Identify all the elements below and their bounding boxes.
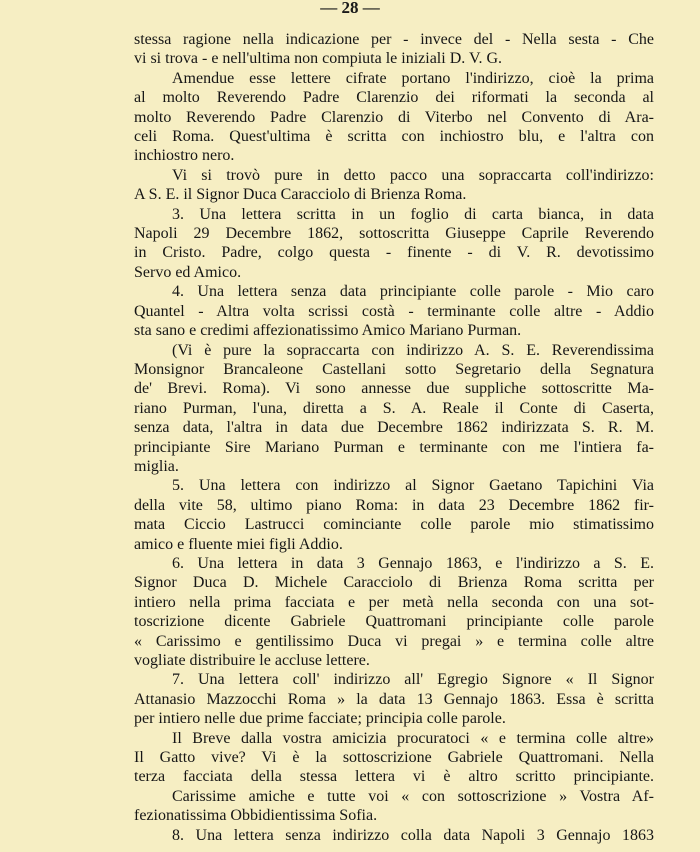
text-line: « Carissimo e gentilissimo Duca vi pregai » e termina colle altre [134, 632, 654, 650]
text-line: inchiostro nero. [134, 147, 235, 165]
text-line: intiero nella prima facciata e per metà nella seconda con una sot- [134, 593, 654, 611]
text-line: terza facciata della stessa lettera vi è altro scritto principiante. [134, 768, 654, 786]
text-line: Vi si trovò pure in detto pacco una sopraccarta coll'indirizzo: [172, 166, 654, 184]
text-line: miglia. [134, 457, 179, 475]
text-line: Amendue esse lettere cifrate portano l'indirizzo, cioè la prima [172, 69, 654, 87]
text-line: Carissime amiche e tutte voi « con sottoscrizione » Vostra Af- [172, 787, 654, 805]
text-line: A S. E. il Signor Duca Caracciolo di Brienza Roma. [134, 186, 467, 204]
text-line: mata Ciccio Lastrucci cominciante colle parole mio stimatissimo [134, 516, 654, 534]
text-line: Attanasio Mazzocchi Roma » la data 13 Gennajo 1863. Essa è scritta [134, 690, 654, 708]
text-line: 6. Una lettera in data 3 Gennajo 1863, e l'indirizzo a S. E. [172, 554, 654, 572]
text-line: 8. Una lettera senza indirizzo colla data Napoli 3 Gennajo 1863 [172, 826, 654, 844]
text-line: principiante Sire Mariano Purman e terminante con me l'intiera fa- [134, 438, 654, 456]
text-line: della vite 58, ultimo piano Roma: in data 23 Decembre 1862 fir- [134, 496, 654, 514]
text-line: al molto Reverendo Padre Clarenzio dei riformati la seconda al [134, 89, 654, 107]
text-line: riano Purman, l'una, diretta a S. A. Reale il Conte di Caserta, [134, 399, 654, 417]
text-line: molto Reverendo Padre Clarenzio di Viterbo nel Convento di Ara- [134, 108, 654, 126]
text-line: senza data, l'altra in data due Decembre 1862 indirizzata S. R. M. [134, 419, 654, 437]
text-line: 3. Una lettera scritta in un foglio di carta bianca, in data [172, 205, 654, 223]
text-line: Napoli 29 Decembre 1862, sottoscritta Giuseppe Caprile Reverendo [134, 225, 654, 243]
text-line: de' Brevi. Roma). Vi sono annesse due suppliche sottoscritte Ma- [134, 380, 654, 398]
text-line: celi Roma. Quest'ultima è scritta con inchiostro blu, e l'altra con [134, 128, 654, 146]
text-line: Signor Duca D. Michele Caracciolo di Brienza Roma scritta per [134, 574, 654, 592]
text-line: 7. Una lettera coll' indirizzo all' Egregio Signore « Il Signor [172, 671, 654, 689]
text-line: Monsignor Brancaleone Castellani sotto Segretario della Segnatura [134, 360, 654, 378]
text-line: in Cristo. Padre, colgo questa - finente - di V. R. devotissimo [134, 244, 654, 262]
text-line: sta sano e credimi affezionatissimo Amico Mariano Purman. [134, 322, 522, 340]
text-line: vogliate distribuire le accluse lettere. [134, 652, 370, 669]
body-text [134, 30, 654, 845]
text-line: toscrizione dicente Gabriele Quattromani principiante colle parole [134, 613, 654, 631]
text-line: Servo ed Amico. [134, 263, 242, 281]
text-line: 4. Una lettera senza data principiante colle parole - Mio caro [172, 283, 654, 301]
text-line: (Vi è pure la sopraccarta con indirizzo A. S. E. Reverendissima [172, 341, 654, 359]
text-line: per intiero nelle due prime facciate; principia colle parole. [134, 710, 506, 728]
text-line: 5. Una lettera con indirizzo al Signor Gaetano Tapichini Via [172, 477, 654, 495]
text-line: Il Gatto vive? Vi è la sottoscrizione Gabriele Quattromani. Nella [134, 749, 654, 767]
page-number: — 28 — [320, 0, 380, 17]
text-line: stessa ragione nella indicazione per - invece del - Nella sesta - Che [134, 31, 654, 48]
text-line: Il Breve dalla vostra amicizia procuratoci « e termina colle altre» [172, 729, 654, 747]
text-line: Quantel - Altra volta scrissi costà - terminante colle altre - Addio [134, 302, 654, 320]
text-line: amico e fluente miei figli Addio. [134, 535, 343, 553]
text-line: vi si trova - e nell'ultima non compiuta le iniziali D. V. G. [134, 50, 503, 68]
text-line: fezionatissima Obbidientissima Sofia. [134, 807, 378, 825]
